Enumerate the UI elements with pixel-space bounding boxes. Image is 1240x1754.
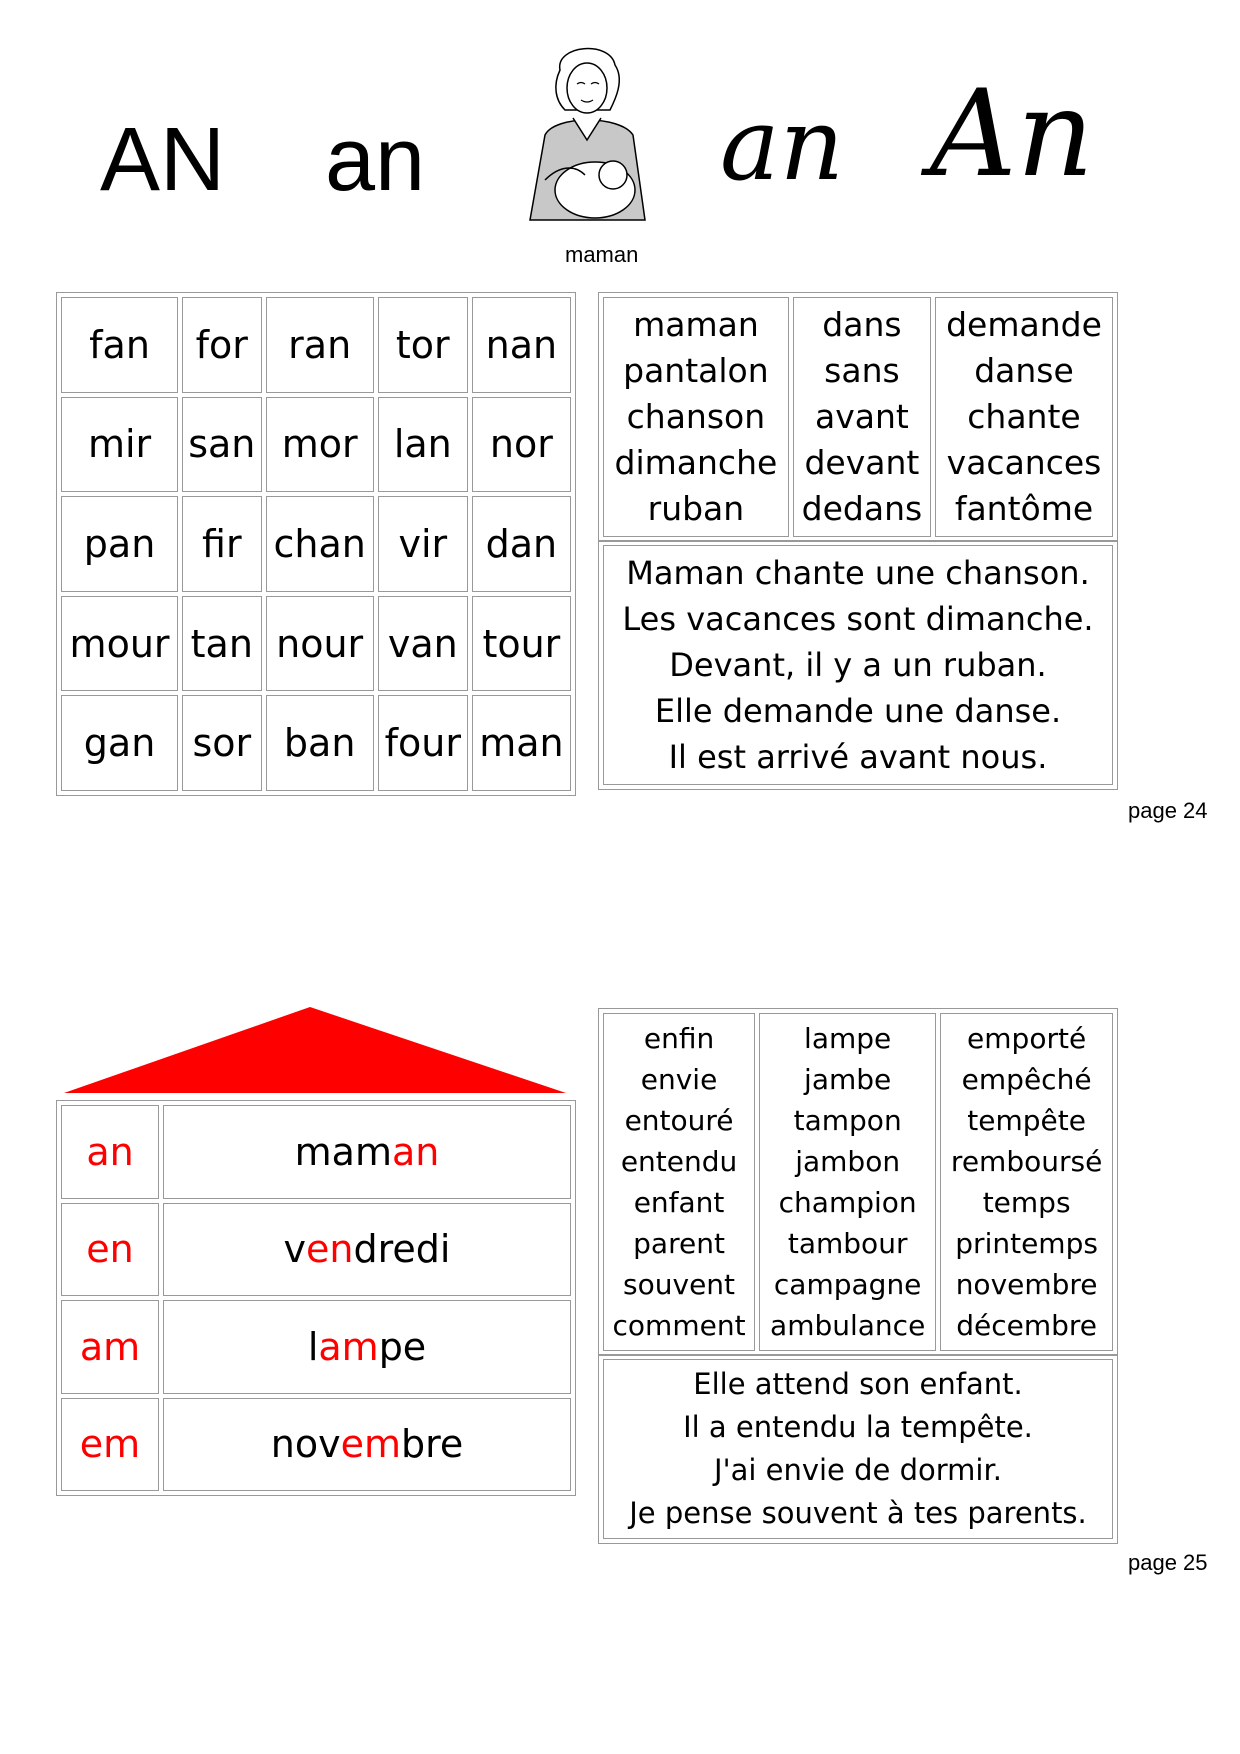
list-item: emporté bbox=[967, 1022, 1087, 1055]
word-column bbox=[935, 297, 1113, 537]
picture-caption: maman bbox=[565, 242, 639, 267]
list-item: entendu bbox=[620, 1145, 738, 1178]
word-column bbox=[940, 1013, 1113, 1351]
table-row bbox=[61, 1105, 571, 1199]
list-item: remboursé bbox=[950, 1145, 1103, 1178]
syllable-cell: mour bbox=[61, 596, 178, 692]
list-item: pantalon bbox=[623, 351, 769, 390]
word-column bbox=[603, 297, 789, 537]
sentence: J'ai envie de dormir. bbox=[714, 1453, 1002, 1487]
word-column bbox=[759, 1013, 936, 1351]
syllable-cell: tour bbox=[472, 596, 571, 692]
uppercase-an: AN bbox=[100, 110, 226, 210]
sentence-box-en bbox=[598, 1354, 1118, 1544]
sentence: Je pense souvent à tes parents. bbox=[629, 1496, 1087, 1530]
list-item: souvent bbox=[623, 1268, 736, 1301]
syllable-cell: tor bbox=[378, 297, 468, 393]
cursive-lowercase-an: an bbox=[720, 86, 845, 203]
sentence: Il a entendu la tempête. bbox=[683, 1410, 1033, 1444]
word-part: v bbox=[283, 1227, 307, 1272]
sentence: Elle demande une danse. bbox=[654, 692, 1062, 730]
table-row bbox=[61, 596, 571, 692]
list-item: comment bbox=[612, 1309, 746, 1342]
word-column bbox=[603, 1013, 755, 1351]
sentence: Maman chante une chanson. bbox=[626, 554, 1090, 592]
syllable-cell: gan bbox=[61, 695, 178, 791]
word-part: dredi bbox=[353, 1227, 451, 1272]
sentence: Elle attend son enfant. bbox=[693, 1367, 1023, 1401]
list-item: maman bbox=[633, 305, 759, 344]
spelling-cell: an bbox=[61, 1105, 159, 1199]
table-row bbox=[61, 1300, 571, 1394]
page-number-24: page 24 bbox=[1128, 798, 1208, 823]
list-item: enfant bbox=[633, 1186, 725, 1219]
sentence-cell bbox=[603, 545, 1113, 785]
spelling-house-grid bbox=[56, 1100, 576, 1496]
word-part: nov bbox=[270, 1422, 341, 1467]
spelling-cell: en bbox=[61, 1203, 159, 1297]
list-item: fantôme bbox=[954, 489, 1094, 528]
list-item: vacances bbox=[946, 443, 1102, 482]
list-item: temps bbox=[982, 1186, 1071, 1219]
list-item: jambon bbox=[795, 1145, 901, 1178]
word-list-grid-an bbox=[598, 292, 1118, 542]
list-item: printemps bbox=[955, 1227, 1098, 1260]
list-item: enfin bbox=[643, 1022, 715, 1055]
syllable-cell: for bbox=[182, 297, 261, 393]
list-item: décembre bbox=[956, 1309, 1098, 1342]
list-item: tampon bbox=[793, 1104, 902, 1137]
example-word bbox=[163, 1398, 571, 1492]
mother-baby-picture bbox=[515, 40, 660, 230]
list-item: envie bbox=[640, 1063, 718, 1096]
list-item: ambulance bbox=[770, 1309, 926, 1342]
syllable-cell: chan bbox=[266, 496, 374, 592]
list-item: ruban bbox=[647, 489, 745, 528]
syllable-cell: nan bbox=[472, 297, 571, 393]
table-row bbox=[61, 496, 571, 592]
list-item: parent bbox=[633, 1227, 725, 1260]
table-row bbox=[61, 695, 571, 791]
table-row bbox=[603, 297, 1113, 537]
syllable-cell: san bbox=[182, 397, 261, 493]
list-item: sans bbox=[824, 351, 900, 390]
list-item: champion bbox=[778, 1186, 917, 1219]
list-item: dedans bbox=[801, 489, 923, 528]
list-item: campagne bbox=[773, 1268, 922, 1301]
syllable-cell: fan bbox=[61, 297, 178, 393]
table-row bbox=[603, 545, 1113, 785]
lowercase-an: an bbox=[325, 110, 426, 210]
example-word bbox=[163, 1203, 571, 1297]
word-part-highlight: en bbox=[306, 1227, 354, 1272]
list-item: avant bbox=[815, 397, 909, 436]
list-item: tambour bbox=[787, 1227, 908, 1260]
table-row bbox=[61, 1398, 571, 1492]
list-item: devant bbox=[804, 443, 920, 482]
list-item: empêché bbox=[961, 1063, 1092, 1096]
table-row bbox=[603, 1013, 1113, 1351]
word-list-grid-en bbox=[598, 1008, 1118, 1356]
syllable-grid bbox=[56, 292, 576, 796]
list-item: chante bbox=[967, 397, 1081, 436]
sentence: Devant, il y a un ruban. bbox=[669, 646, 1047, 684]
syllable-cell: lan bbox=[378, 397, 468, 493]
list-item: jambe bbox=[804, 1063, 892, 1096]
sentence-box-an bbox=[598, 540, 1118, 790]
spelling-cell: em bbox=[61, 1398, 159, 1492]
word-part: mam bbox=[294, 1129, 392, 1174]
word-part: l bbox=[307, 1324, 319, 1369]
syllable-cell: van bbox=[378, 596, 468, 692]
syllable-cell: man bbox=[472, 695, 571, 791]
sentence: Les vacances sont dimanche. bbox=[622, 600, 1094, 638]
syllable-cell: sor bbox=[182, 695, 261, 791]
list-item: novembre bbox=[955, 1268, 1098, 1301]
page-number-25: page 25 bbox=[1128, 1550, 1208, 1575]
word-part-highlight: am bbox=[318, 1324, 379, 1369]
sentence: Il est arrivé avant nous. bbox=[668, 738, 1048, 776]
syllable-cell: four bbox=[378, 695, 468, 791]
syllable-cell: pan bbox=[61, 496, 178, 592]
spelling-cell: am bbox=[61, 1300, 159, 1394]
example-word bbox=[163, 1105, 571, 1199]
word-part: pe bbox=[378, 1324, 427, 1369]
word-part-highlight: an bbox=[391, 1129, 440, 1174]
syllable-cell: ran bbox=[266, 297, 374, 393]
word-column bbox=[793, 297, 931, 537]
sentence-cell bbox=[603, 1359, 1113, 1539]
list-item: lampe bbox=[804, 1022, 892, 1055]
house-roof-shape bbox=[60, 1005, 570, 1095]
cursive-uppercase-an: An bbox=[930, 65, 1094, 204]
table-row bbox=[603, 1359, 1113, 1539]
syllable-cell: vir bbox=[378, 496, 468, 592]
word-part-highlight: em bbox=[340, 1422, 401, 1467]
list-item: demande bbox=[946, 305, 1102, 344]
table-row bbox=[61, 397, 571, 493]
syllable-cell: nour bbox=[266, 596, 374, 692]
example-word bbox=[163, 1300, 571, 1394]
table-row bbox=[61, 1203, 571, 1297]
table-row bbox=[61, 297, 571, 393]
syllable-cell: dan bbox=[472, 496, 571, 592]
list-item: tempête bbox=[967, 1104, 1086, 1137]
list-item: dans bbox=[822, 305, 902, 344]
list-item: dimanche bbox=[614, 443, 778, 482]
list-item: chanson bbox=[626, 397, 766, 436]
word-part: bre bbox=[400, 1422, 464, 1467]
syllable-cell: nor bbox=[472, 397, 571, 493]
syllable-cell: mor bbox=[266, 397, 374, 493]
syllable-cell: fir bbox=[182, 496, 261, 592]
syllable-cell: mir bbox=[61, 397, 178, 493]
list-item: danse bbox=[974, 351, 1074, 390]
syllable-cell: tan bbox=[182, 596, 261, 692]
list-item: entouré bbox=[624, 1104, 734, 1137]
syllable-cell: ban bbox=[266, 695, 374, 791]
